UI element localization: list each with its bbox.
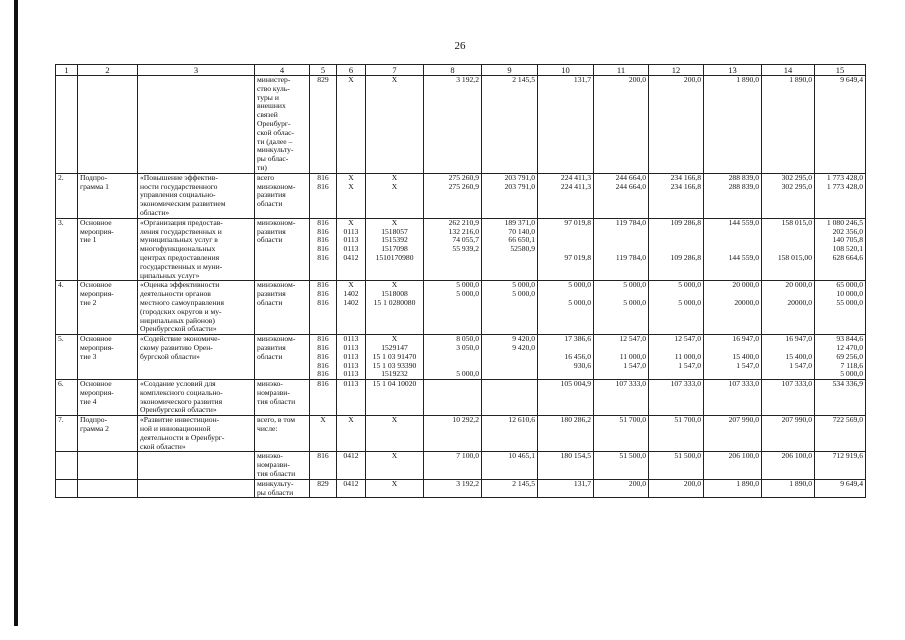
row-9-col-11: 200,0 (594, 479, 649, 498)
column-header-6: 6 (337, 65, 366, 76)
row-1-col-15: 9 649,4 (815, 76, 866, 174)
row-6-col-3: «Создание условий для комплексного социально- экономического развития Оренбургской области» (138, 380, 255, 416)
table-row (56, 479, 866, 498)
row-1-col-1 (56, 76, 78, 174)
row-6-col-8 (424, 380, 482, 416)
row-9-col-4: минкульту- ры области (255, 479, 310, 498)
row-2-col-13: 288 839,0 288 839,0 (704, 173, 762, 218)
row-1-col-4: министер- ство куль- туры и внешних связей Оренбург- ской облас- ти (далее – минкульту- ры облас- ти) (255, 76, 310, 174)
column-header-9: 9 (482, 65, 538, 76)
row-6-col-13: 107 333,0 (704, 380, 762, 416)
column-header-10: 10 (538, 65, 594, 76)
row-7-col-1: 7. (56, 416, 78, 452)
header-row (56, 65, 866, 76)
row-8-col-9: 10 465,1 (482, 452, 538, 479)
row-6-col-14: 107 333,0 (762, 380, 815, 416)
row-7-col-5: X (310, 416, 337, 452)
row-3-col-8: 262 210,9 132 216,0 74 055,7 55 939,2 (424, 218, 482, 281)
row-1-col-8: 3 192,2 (424, 76, 482, 174)
row-5-col-9: 9 420,0 9 420,0 (482, 335, 538, 380)
row-8-col-10: 180 154,5 (538, 452, 594, 479)
column-header-7: 7 (366, 65, 424, 76)
row-6-col-12: 107 333,0 (649, 380, 704, 416)
column-header-2: 2 (78, 65, 138, 76)
table-row (56, 218, 866, 281)
row-4-col-10: 5 000,0 5 000,0 (538, 281, 594, 335)
row-7-col-11: 51 700,0 (594, 416, 649, 452)
row-9-col-9: 2 145,5 (482, 479, 538, 498)
row-2-col-3: «Повышение эффектив- ности государственного управления социально- экономическим развитием области» (138, 173, 255, 218)
row-3-col-9: 189 371,0 70 140,0 66 650,1 52580,9 (482, 218, 538, 281)
row-2-col-12: 234 166,8 234 166,8 (649, 173, 704, 218)
row-1-col-9: 2 145,5 (482, 76, 538, 174)
row-9-col-13: 1 890,0 (704, 479, 762, 498)
column-header-15: 15 (815, 65, 866, 76)
row-3-col-3: «Организация предостав- ления государственных и муниципальных услуг в многофункциональных центрах предоставления государственных и муни- ципальных услуг» (138, 218, 255, 281)
row-6-col-10: 105 004,9 (538, 380, 594, 416)
row-6-col-9 (482, 380, 538, 416)
row-7-col-4: всего, в том числе: (255, 416, 310, 452)
row-7-col-7: X (366, 416, 424, 452)
column-header-5: 5 (310, 65, 337, 76)
row-2-col-5: 816 816 (310, 173, 337, 218)
row-8-col-13: 206 100,0 (704, 452, 762, 479)
row-8-col-8: 7 100,0 (424, 452, 482, 479)
row-5-col-1: 5. (56, 335, 78, 380)
table-row (56, 281, 866, 335)
row-3-col-14: 158 015,0 158 015,00 (762, 218, 815, 281)
row-1-col-14: 1 890,0 (762, 76, 815, 174)
row-1-col-7: X (366, 76, 424, 174)
row-7-col-10: 180 286,2 (538, 416, 594, 452)
row-7-col-9: 12 610,6 (482, 416, 538, 452)
row-2-col-9: 203 791,0 203 791,0 (482, 173, 538, 218)
row-6-col-7: 15 1 04 10020 (366, 380, 424, 416)
row-2-col-15: 1 773 428,0 1 773 428,0 (815, 173, 866, 218)
table-row (56, 416, 866, 452)
row-3-col-13: 144 559,0 144 559,0 (704, 218, 762, 281)
column-header-11: 11 (594, 65, 649, 76)
row-6-col-15: 534 336,9 (815, 380, 866, 416)
row-6-col-5: 816 (310, 380, 337, 416)
row-8-col-6: 0412 (337, 452, 366, 479)
row-7-col-8: 10 292,2 (424, 416, 482, 452)
row-8-col-5: 816 (310, 452, 337, 479)
row-1-col-6: X (337, 76, 366, 174)
row-1-col-2 (78, 76, 138, 174)
row-9-col-15: 9 649,4 (815, 479, 866, 498)
row-2-col-2: Подпро- грамма 1 (78, 173, 138, 218)
row-3-col-5: 816 816 816 816 816 (310, 218, 337, 281)
row-4-col-12: 5 000,0 5 000,0 (649, 281, 704, 335)
row-3-col-10: 97 019,8 97 019,8 (538, 218, 594, 281)
row-9-col-7: X (366, 479, 424, 498)
row-4-col-8: 5 000,0 5 000,0 (424, 281, 482, 335)
row-4-col-13: 20 000,0 20000,0 (704, 281, 762, 335)
row-1-col-11: 200,0 (594, 76, 649, 174)
row-8-col-12: 51 500,0 (649, 452, 704, 479)
row-5-col-13: 16 947,0 15 400,0 1 547,0 (704, 335, 762, 380)
row-2-col-7: X X (366, 173, 424, 218)
row-2-col-1: 2. (56, 173, 78, 218)
row-5-col-7: X 1529147 15 1 03 91470 15 1 03 93390 1519232 (366, 335, 424, 380)
row-3-col-1: 3. (56, 218, 78, 281)
row-8-col-4: минэко- номразви- тия области (255, 452, 310, 479)
row-4-col-11: 5 000,0 5 000,0 (594, 281, 649, 335)
row-6-col-2: Основное мероприя- тие 4 (78, 380, 138, 416)
row-5-col-5: 816 816 816 816 816 (310, 335, 337, 380)
table-row (56, 76, 866, 174)
row-3-col-2: Основное мероприя- тие 1 (78, 218, 138, 281)
row-4-col-7: X 1518008 15 1 0280080 (366, 281, 424, 335)
row-7-col-13: 207 990,0 (704, 416, 762, 452)
row-5-col-6: 0113 0113 0113 0113 0113 (337, 335, 366, 380)
table-row (56, 335, 866, 380)
row-8-col-15: 712 919,6 (815, 452, 866, 479)
row-5-col-11: 12 547,0 11 000,0 1 547,0 (594, 335, 649, 380)
table-row (56, 380, 866, 416)
row-2-col-10: 224 411,3 224 411,3 (538, 173, 594, 218)
row-4-col-2: Основное мероприя- тие 2 (78, 281, 138, 335)
row-7-col-12: 51 700,0 (649, 416, 704, 452)
row-4-col-4: минэконом- развития области (255, 281, 310, 335)
column-header-13: 13 (704, 65, 762, 76)
column-header-8: 8 (424, 65, 482, 76)
row-6-col-6: 0113 (337, 380, 366, 416)
row-8-col-7: X (366, 452, 424, 479)
row-4-col-1: 4. (56, 281, 78, 335)
row-3-col-15: 1 080 246,5 202 356,0 140 705,8 108 520,1 628 664,6 (815, 218, 866, 281)
row-5-col-2: Основное мероприя- тие 3 (78, 335, 138, 380)
row-6-col-11: 107 333,0 (594, 380, 649, 416)
row-7-col-3: «Развитие инвестицион- ной и инновационной деятельности в Оренбург- ской области» (138, 416, 255, 452)
row-3-col-11: 119 784,0 119 784,0 (594, 218, 649, 281)
row-9-col-14: 1 890,0 (762, 479, 815, 498)
row-1-col-12: 200,0 (649, 76, 704, 174)
row-1-col-13: 1 890,0 (704, 76, 762, 174)
row-7-col-14: 207 990,0 (762, 416, 815, 452)
row-4-col-14: 20 000,0 20000,0 (762, 281, 815, 335)
row-9-col-1 (56, 479, 78, 498)
row-1-col-10: 131,7 (538, 76, 594, 174)
row-5-col-12: 12 547,0 11 000,0 1 547,0 (649, 335, 704, 380)
row-6-col-1: 6. (56, 380, 78, 416)
row-9-col-8: 3 192,2 (424, 479, 482, 498)
row-1-col-5: 829 (310, 76, 337, 174)
row-4-col-5: 816 816 816 (310, 281, 337, 335)
row-9-col-10: 131,7 (538, 479, 594, 498)
row-4-col-6: X 1402 1402 (337, 281, 366, 335)
row-3-col-7: X 1518057 1515392 1517098 1510170980 (366, 218, 424, 281)
binding-edge (14, 0, 18, 626)
row-9-col-12: 200,0 (649, 479, 704, 498)
row-9-col-2 (78, 479, 138, 498)
row-8-col-3 (138, 452, 255, 479)
row-7-col-6: X (337, 416, 366, 452)
row-2-col-11: 244 664,0 244 664,0 (594, 173, 649, 218)
row-5-col-10: 17 386,6 16 456,0 930,6 (538, 335, 594, 380)
row-2-col-4: всего минэконом- развития области (255, 173, 310, 218)
row-2-col-8: 275 260,9 275 260,9 (424, 173, 482, 218)
row-5-col-3: «Содействие экономиче- скому развитию Орен- бургской области» (138, 335, 255, 380)
row-4-col-15: 65 000,0 10 000,0 55 000,0 (815, 281, 866, 335)
row-9-col-3 (138, 479, 255, 498)
row-8-col-11: 51 500,0 (594, 452, 649, 479)
row-3-col-4: минэконом- развития области (255, 218, 310, 281)
row-3-col-6: X 0113 0113 0113 0412 (337, 218, 366, 281)
row-9-col-6: 0412 (337, 479, 366, 498)
row-8-col-2 (78, 452, 138, 479)
row-5-col-15: 93 844,6 12 470,0 69 256,0 7 118,6 5 000,0 (815, 335, 866, 380)
row-8-col-1 (56, 452, 78, 479)
row-2-col-14: 302 295,0 302 295,0 (762, 173, 815, 218)
row-5-col-8: 8 050,0 3 050,0 5 000,0 (424, 335, 482, 380)
page-number: 26 (454, 40, 466, 52)
row-4-col-3: «Оценка эффективности деятельности органов местного самоуправления (городских округов и му- ниципальных районов) Оренбургской области» (138, 281, 255, 335)
row-9-col-5: 829 (310, 479, 337, 498)
column-header-1: 1 (56, 65, 78, 76)
row-5-col-4: минэконом- развития области (255, 335, 310, 380)
row-5-col-14: 16 947,0 15 400,0 1 547,0 (762, 335, 815, 380)
row-7-col-2: Подпро- грамма 2 (78, 416, 138, 452)
table-row (56, 452, 866, 479)
column-header-3: 3 (138, 65, 255, 76)
budget-table (55, 64, 866, 498)
row-8-col-14: 206 100,0 (762, 452, 815, 479)
column-header-14: 14 (762, 65, 815, 76)
column-header-4: 4 (255, 65, 310, 76)
row-1-col-3 (138, 76, 255, 174)
column-header-12: 12 (649, 65, 704, 76)
row-3-col-12: 109 286,8 109 286,8 (649, 218, 704, 281)
row-7-col-15: 722 569,0 (815, 416, 866, 452)
row-6-col-4: минэко- номразви- тия области (255, 380, 310, 416)
row-4-col-9: 5 000,0 5 000,0 (482, 281, 538, 335)
row-2-col-6: X X (337, 173, 366, 218)
table-row (56, 173, 866, 218)
